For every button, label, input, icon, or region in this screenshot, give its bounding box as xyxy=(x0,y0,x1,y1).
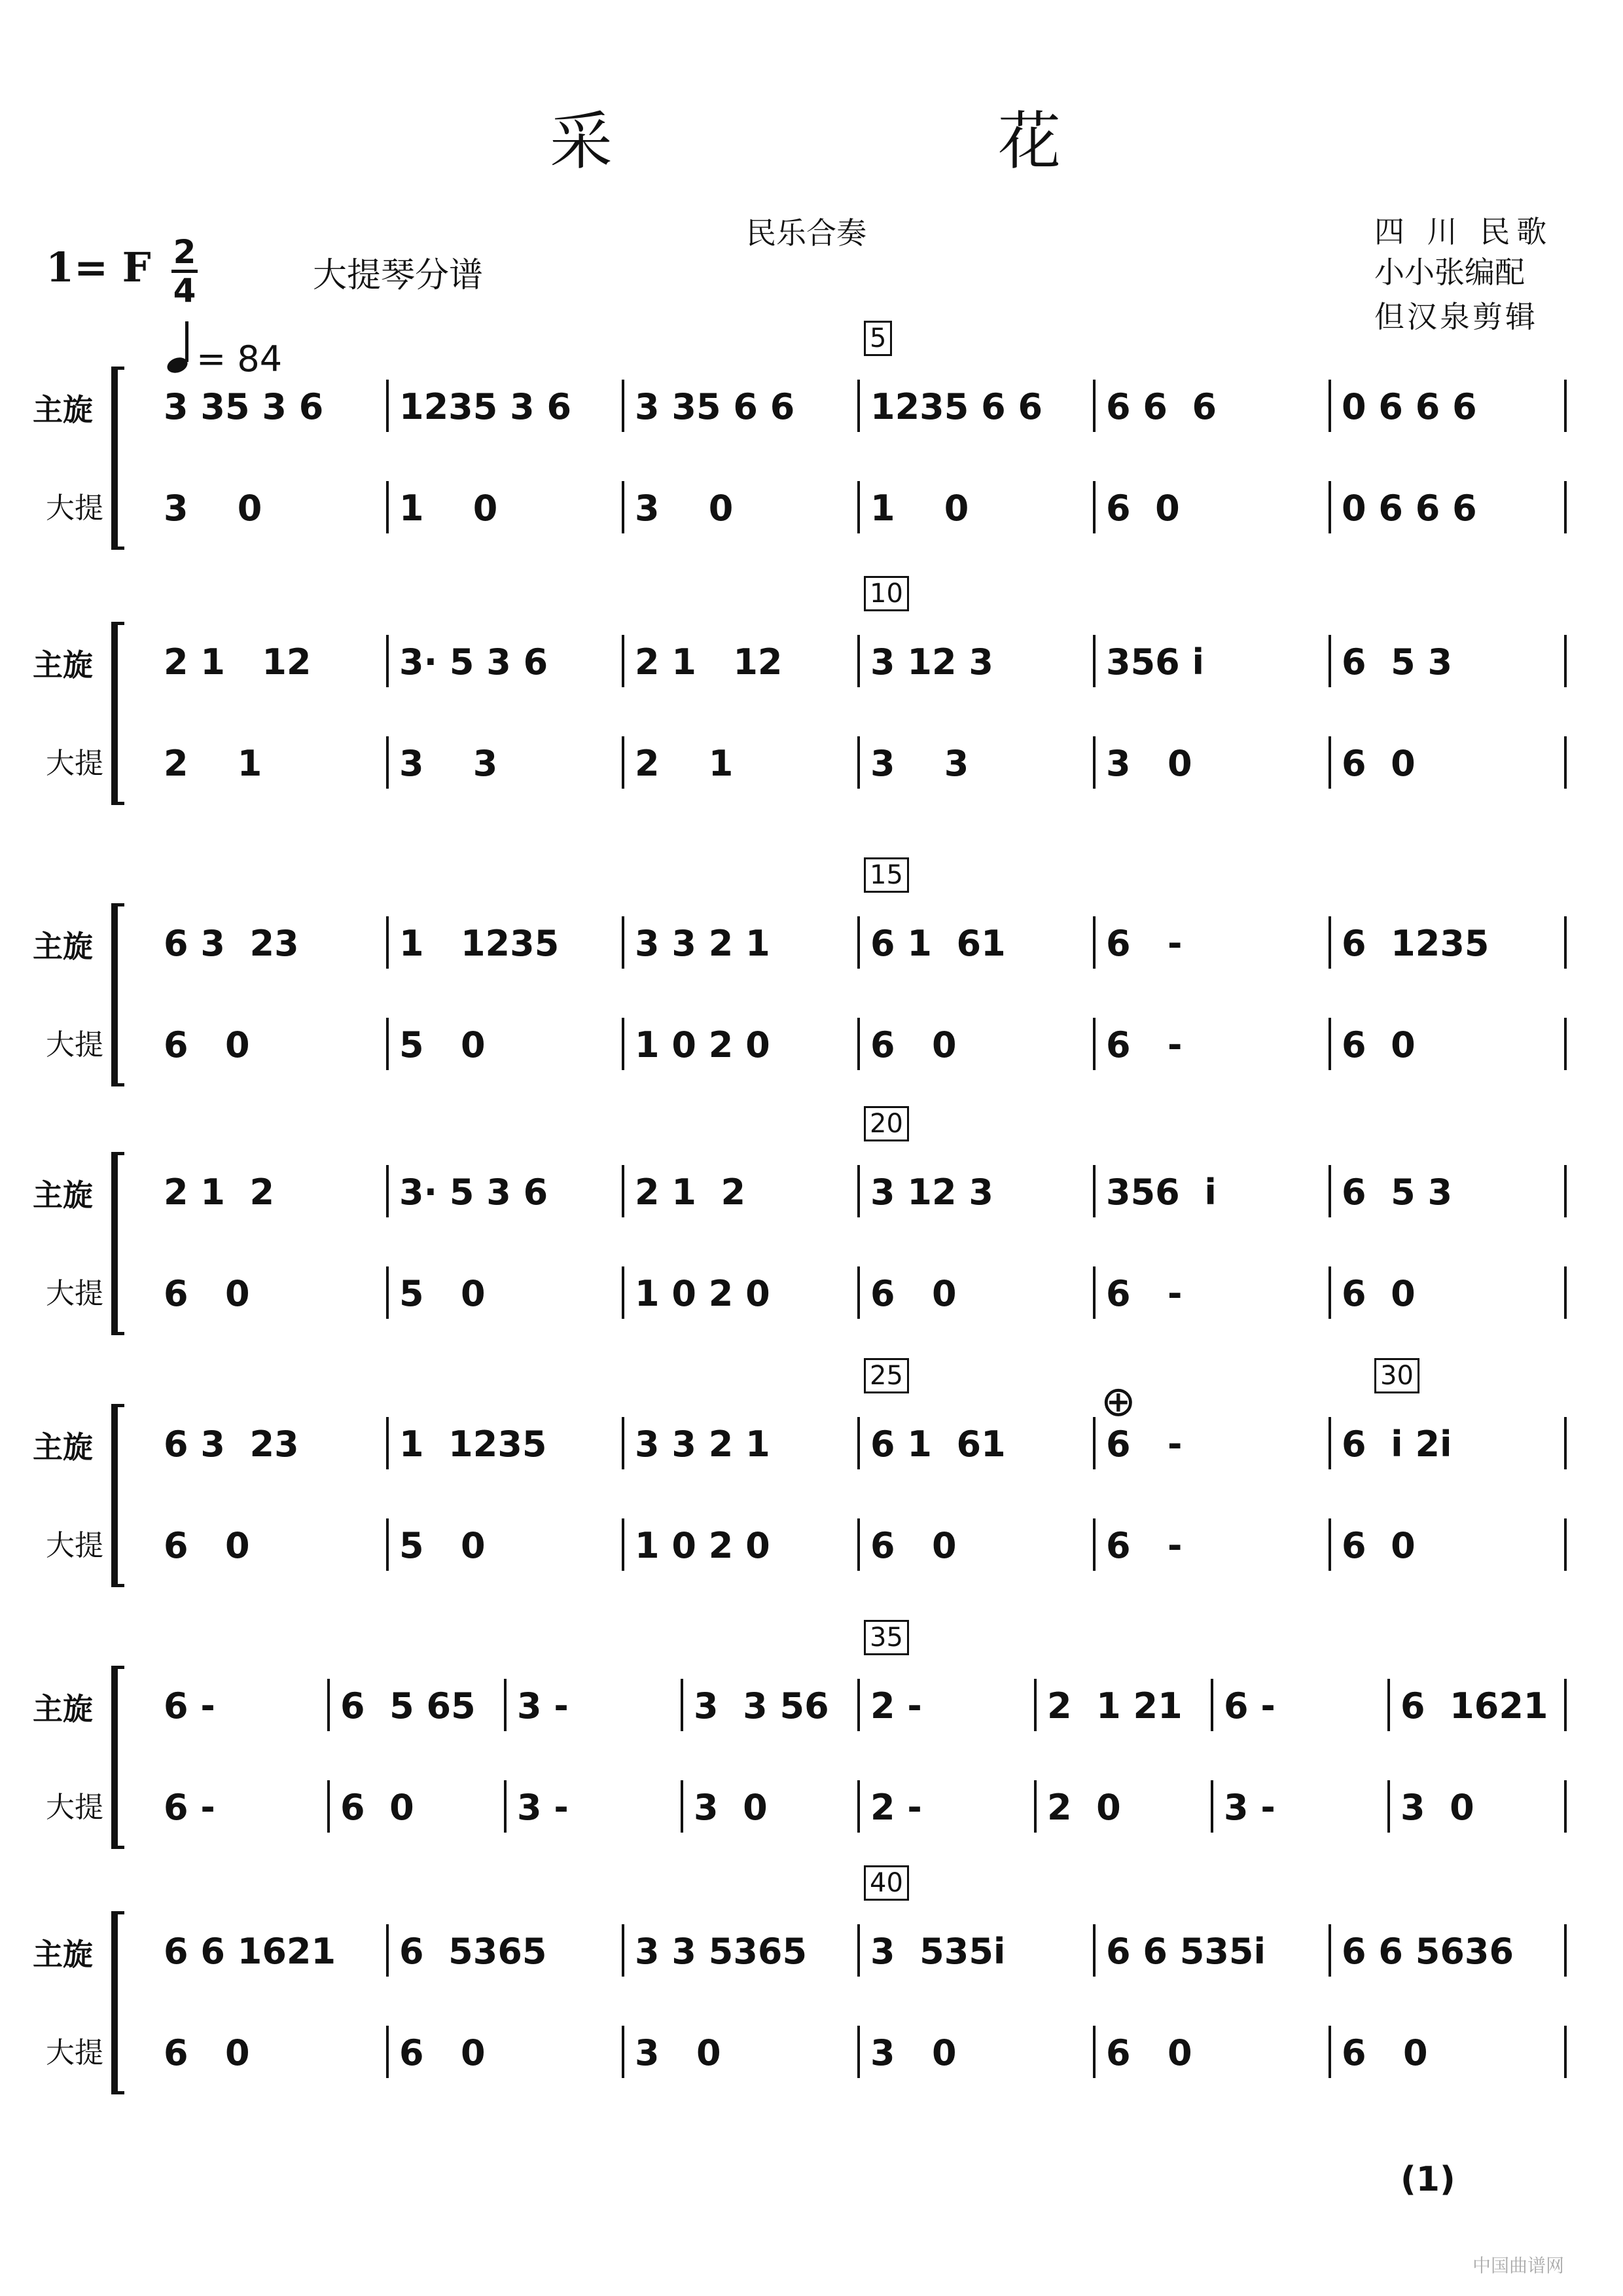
melody-measure: 6 - xyxy=(1106,1424,1183,1465)
melody-measure: 1 1235 xyxy=(399,923,560,964)
melody-measure: 6 5 3 xyxy=(1342,641,1453,683)
barline xyxy=(1093,1266,1096,1319)
cello-label: 大提 xyxy=(46,1791,103,1824)
cello-measure: 3 - xyxy=(1224,1787,1275,1828)
barline xyxy=(857,380,860,432)
cello-measure: 3 3 xyxy=(399,743,498,784)
cello-measure: 1 0 xyxy=(870,488,969,529)
barline xyxy=(1564,1165,1567,1217)
barline xyxy=(681,1780,683,1833)
system-bracket xyxy=(111,367,124,550)
melody-measure: 1235 3 6 xyxy=(399,386,572,427)
barline xyxy=(1387,1679,1390,1731)
cello-measure: 6 0 xyxy=(1106,2032,1192,2073)
coda-icon: ⊕ xyxy=(1101,1378,1136,1426)
barline xyxy=(1329,481,1331,533)
cello-measure: 6 0 xyxy=(1106,488,1180,529)
barline xyxy=(1564,1266,1567,1319)
cello-measure: 3 0 xyxy=(635,2032,721,2073)
barline xyxy=(622,736,624,789)
melody-measure: 2 1 21 xyxy=(1047,1685,1183,1727)
tempo-value: = 84 xyxy=(196,338,283,380)
barline xyxy=(1093,635,1096,687)
system-bracket xyxy=(111,622,124,805)
barline xyxy=(622,2026,624,2078)
cello-measure: 6 - xyxy=(164,1787,215,1828)
melody-measure: 3 535i xyxy=(870,1931,1006,1972)
barline xyxy=(857,635,860,687)
cello-measure: 6 0 xyxy=(870,1273,957,1314)
barline xyxy=(857,1518,860,1571)
cello-measure: 1 0 2 0 xyxy=(635,1273,770,1314)
title-char-1: 采 xyxy=(550,105,613,178)
rehearsal-mark: 35 xyxy=(864,1620,909,1655)
barline xyxy=(1329,1924,1331,1977)
time-signature-top: 2 xyxy=(173,233,196,271)
barline xyxy=(857,1018,860,1070)
cello-measure: 3 0 xyxy=(1106,743,1192,784)
melody-measure: 6 3 23 xyxy=(164,923,299,964)
barline xyxy=(857,736,860,789)
melody-measure: 6 6 6 xyxy=(1106,386,1217,427)
barline xyxy=(1564,380,1567,432)
part-name: 大提琴分谱 xyxy=(313,256,484,295)
barline xyxy=(386,916,389,969)
barline xyxy=(327,1780,330,1833)
barline xyxy=(1564,2026,1567,2078)
melody-measure: 3· 5 3 6 xyxy=(399,1172,548,1213)
barline xyxy=(622,1924,624,1977)
cello-measure: 6 - xyxy=(1106,1525,1183,1566)
barline xyxy=(857,481,860,533)
cello-measure: 6 0 xyxy=(164,1024,250,1066)
barline xyxy=(386,736,389,789)
melody-measure: 6 6 5636 xyxy=(1342,1931,1514,1972)
watermark-logo: 中国曲谱网 xyxy=(1472,2255,1565,2276)
cello-measure: 3 0 xyxy=(870,2032,957,2073)
barline xyxy=(622,380,624,432)
melody-measure: 3 3 5365 xyxy=(635,1931,808,1972)
cello-measure: 6 0 xyxy=(870,1024,957,1066)
melody-label: 主旋 xyxy=(33,1177,93,1213)
barline xyxy=(386,1518,389,1571)
barline xyxy=(1211,1679,1213,1731)
barline xyxy=(857,1266,860,1319)
barline xyxy=(1093,916,1096,969)
barline xyxy=(857,1780,860,1833)
barline xyxy=(386,2026,389,2078)
melody-measure: 3 3 2 1 xyxy=(635,923,770,964)
melody-measure: 6 1235 xyxy=(1342,923,1489,964)
barline xyxy=(386,1266,389,1319)
cello-measure: 6 0 xyxy=(870,1525,957,1566)
cello-measure: 6 - xyxy=(1106,1273,1183,1314)
cello-measure: 6 0 xyxy=(164,2032,250,2073)
cello-measure: 3 - xyxy=(517,1787,569,1828)
credit-origin: 四 川 民歌 xyxy=(1374,214,1554,249)
cello-measure: 2 0 xyxy=(1047,1787,1121,1828)
melody-measure: 2 - xyxy=(870,1685,922,1727)
system-bracket xyxy=(111,903,124,1086)
melody-measure: 356 i xyxy=(1106,641,1205,683)
barline xyxy=(857,1679,860,1731)
barline xyxy=(1564,635,1567,687)
barline xyxy=(1093,1518,1096,1571)
barline xyxy=(1329,736,1331,789)
melody-label: 主旋 xyxy=(33,929,93,964)
cello-measure: 6 0 xyxy=(1342,1273,1416,1314)
barline xyxy=(1329,380,1331,432)
subtitle: 民乐合奏 xyxy=(746,215,866,251)
melody-measure: 0 6 6 6 xyxy=(1342,386,1477,427)
cello-measure: 3 3 xyxy=(870,743,969,784)
barline xyxy=(1034,1780,1037,1833)
melody-measure: 6 1 61 xyxy=(870,923,1006,964)
cello-measure: 2 1 xyxy=(164,743,262,784)
system-bracket xyxy=(111,1666,124,1849)
cello-label: 大提 xyxy=(46,1028,103,1062)
barline xyxy=(1034,1679,1037,1731)
barline xyxy=(504,1780,507,1833)
melody-measure: 6 5 65 xyxy=(340,1685,476,1727)
cello-measure: 6 0 xyxy=(1342,2032,1428,2073)
melody-measure: 3 3 2 1 xyxy=(635,1424,770,1465)
melody-label: 主旋 xyxy=(33,1691,93,1727)
rehearsal-mark: 5 xyxy=(864,321,892,356)
melody-label: 主旋 xyxy=(33,647,93,683)
cello-measure: 1 0 2 0 xyxy=(635,1525,770,1566)
barline xyxy=(504,1679,507,1731)
melody-measure: 6 3 23 xyxy=(164,1424,299,1465)
melody-label: 主旋 xyxy=(33,392,93,427)
melody-measure: 6 - xyxy=(1224,1685,1275,1727)
barline xyxy=(622,916,624,969)
melody-measure: 6 5 3 xyxy=(1342,1172,1453,1213)
melody-measure: 3· 5 3 6 xyxy=(399,641,548,683)
cello-label: 大提 xyxy=(46,492,103,525)
barline xyxy=(1564,481,1567,533)
barline xyxy=(1564,1417,1567,1469)
barline xyxy=(1564,736,1567,789)
cello-measure: 5 0 xyxy=(399,1024,486,1066)
barline xyxy=(1093,1924,1096,1977)
melody-measure: 6 1 61 xyxy=(870,1424,1006,1465)
barline xyxy=(1093,1417,1096,1469)
melody-measure: 1235 6 6 xyxy=(870,386,1043,427)
cello-label: 大提 xyxy=(46,1529,103,1562)
time-signature xyxy=(171,233,198,310)
barline xyxy=(1387,1780,1390,1833)
barline xyxy=(386,1417,389,1469)
melody-measure: 6 6 535i xyxy=(1106,1931,1266,1972)
barline xyxy=(857,1165,860,1217)
cello-label: 大提 xyxy=(46,747,103,780)
credit-arranger: 小小张编配 xyxy=(1374,255,1525,290)
melody-measure: 2 1 2 xyxy=(635,1172,746,1213)
cello-measure: 1 0 2 0 xyxy=(635,1024,770,1066)
barline xyxy=(622,1518,624,1571)
barline xyxy=(681,1679,683,1731)
cello-measure: 6 0 xyxy=(1342,1024,1416,1066)
barline xyxy=(857,1417,860,1469)
barline xyxy=(1329,1018,1331,1070)
barline xyxy=(622,1417,624,1469)
cello-measure: 6 0 xyxy=(1342,1525,1416,1566)
barline xyxy=(1329,916,1331,969)
melody-label: 主旋 xyxy=(33,1429,93,1465)
barline xyxy=(622,1266,624,1319)
cello-measure: 2 - xyxy=(870,1787,922,1828)
barline xyxy=(1211,1780,1213,1833)
note-stem xyxy=(185,321,188,362)
melody-measure: 2 1 12 xyxy=(635,641,783,683)
cello-measure: 3 0 xyxy=(694,1787,768,1828)
barline xyxy=(1564,1780,1567,1833)
barline xyxy=(386,1924,389,1977)
barline xyxy=(1329,1518,1331,1571)
cello-measure: 6 0 xyxy=(1342,743,1416,784)
barline xyxy=(1564,1518,1567,1571)
melody-measure: 3 - xyxy=(517,1685,569,1727)
melody-measure: 1 1235 xyxy=(399,1424,547,1465)
barline xyxy=(622,481,624,533)
barline xyxy=(386,481,389,533)
page-number: (1) xyxy=(1400,2160,1455,2199)
cello-measure: 1 0 xyxy=(399,488,498,529)
barline xyxy=(622,1165,624,1217)
barline xyxy=(1093,736,1096,789)
system-bracket xyxy=(111,1152,124,1335)
cello-label: 大提 xyxy=(46,1277,103,1310)
time-signature-bottom: 4 xyxy=(173,272,196,310)
barline xyxy=(1329,1417,1331,1469)
barline xyxy=(386,1018,389,1070)
key-signature: 1= F xyxy=(46,243,151,291)
cello-measure: 3 0 xyxy=(164,488,262,529)
cello-measure: 5 0 xyxy=(399,1273,486,1314)
rehearsal-mark: 30 xyxy=(1374,1358,1419,1393)
cello-measure: 2 1 xyxy=(635,743,734,784)
melody-measure: 3 35 3 6 xyxy=(164,386,324,427)
cello-measure: 3 0 xyxy=(635,488,734,529)
melody-measure: 6 - xyxy=(1106,923,1183,964)
barline xyxy=(1093,380,1096,432)
barline xyxy=(1329,1165,1331,1217)
barline xyxy=(1329,1266,1331,1319)
barline xyxy=(1564,1018,1567,1070)
rehearsal-mark: 25 xyxy=(864,1358,909,1393)
system-bracket xyxy=(111,1404,124,1587)
cello-measure: 0 6 6 6 xyxy=(1342,488,1477,529)
credit-editor: 但汉泉剪辑 xyxy=(1374,299,1538,334)
barline xyxy=(386,380,389,432)
barline xyxy=(857,1924,860,1977)
barline xyxy=(1329,2026,1331,2078)
melody-label: 主旋 xyxy=(33,1937,93,1972)
melody-measure: 6 6 1621 xyxy=(164,1931,336,1972)
system-bracket xyxy=(111,1911,124,2094)
barline xyxy=(1564,1924,1567,1977)
barline xyxy=(386,635,389,687)
tempo-marking xyxy=(167,331,282,380)
cello-measure: 5 0 xyxy=(399,1525,486,1566)
melody-measure: 6 5365 xyxy=(399,1931,547,1972)
cello-measure: 6 0 xyxy=(164,1525,250,1566)
melody-measure: 356 i xyxy=(1106,1172,1217,1213)
title-char-2: 花 xyxy=(998,105,1061,178)
barline xyxy=(1093,2026,1096,2078)
barline xyxy=(1093,1018,1096,1070)
barline xyxy=(327,1679,330,1731)
barline xyxy=(857,2026,860,2078)
barline xyxy=(622,635,624,687)
barline xyxy=(1093,481,1096,533)
melody-measure: 3 12 3 xyxy=(870,1172,993,1213)
barline xyxy=(386,1165,389,1217)
melody-measure: 3 3 56 xyxy=(694,1685,829,1727)
rehearsal-mark: 10 xyxy=(864,576,909,611)
cello-measure: 6 0 xyxy=(340,1787,414,1828)
cello-label: 大提 xyxy=(46,2036,103,2070)
melody-measure: 2 1 12 xyxy=(164,641,312,683)
barline xyxy=(857,916,860,969)
cello-measure: 6 0 xyxy=(399,2032,486,2073)
melody-measure: 3 35 6 6 xyxy=(635,386,795,427)
melody-measure: 6 i 2i xyxy=(1342,1424,1452,1465)
cello-measure: 3 0 xyxy=(1400,1787,1474,1828)
melody-measure: 6 - xyxy=(164,1685,215,1727)
melody-measure: 3 12 3 xyxy=(870,641,993,683)
rehearsal-mark: 40 xyxy=(864,1865,909,1901)
melody-measure: 6 1621 xyxy=(1400,1685,1548,1727)
barline xyxy=(1329,635,1331,687)
cello-measure: 6 0 xyxy=(164,1273,250,1314)
melody-measure: 2 1 2 xyxy=(164,1172,275,1213)
cello-measure: 6 - xyxy=(1106,1024,1183,1066)
barline xyxy=(622,1018,624,1070)
rehearsal-mark: 15 xyxy=(864,857,909,893)
barline xyxy=(1564,916,1567,969)
barline xyxy=(1564,1679,1567,1731)
barline xyxy=(1093,1165,1096,1217)
rehearsal-mark: 20 xyxy=(864,1106,909,1141)
